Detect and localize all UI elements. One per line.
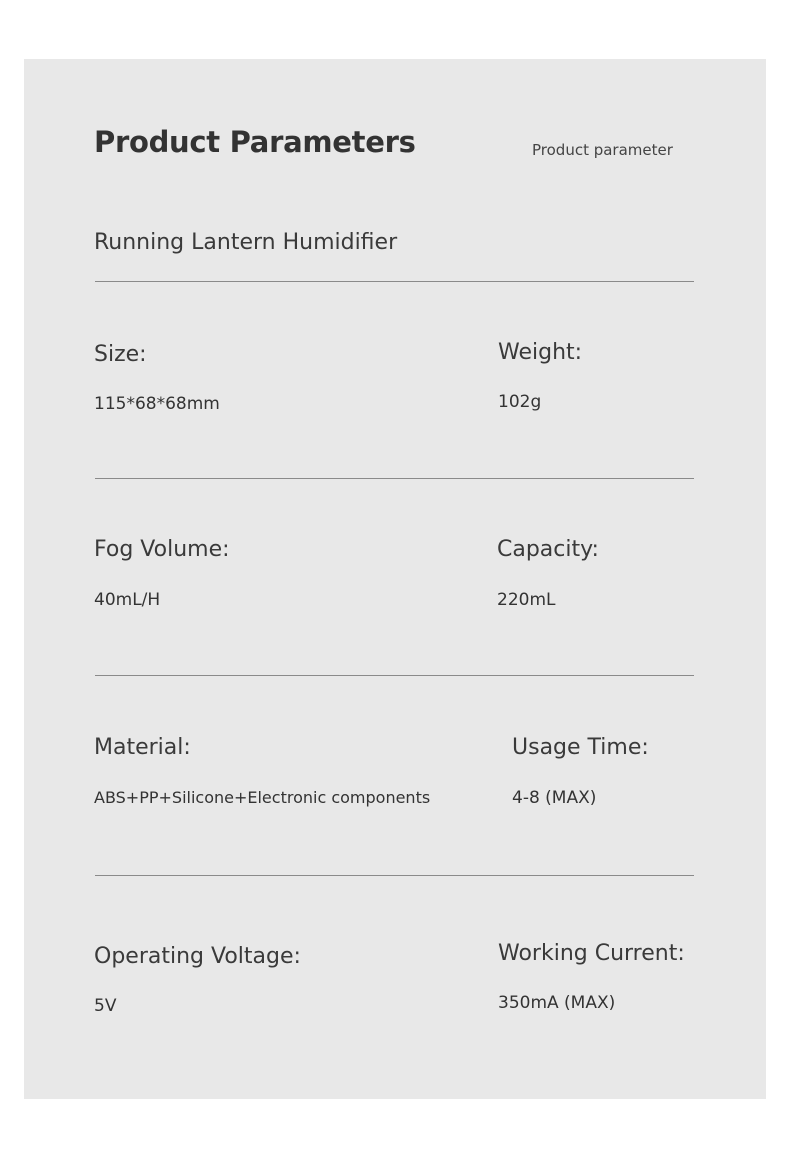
divider [95,281,694,282]
usage-time-label: Usage Time: [512,735,649,760]
material-label: Material: [94,735,191,760]
weight-value: 102g [498,392,542,412]
weight-label: Weight: [498,340,583,365]
fog-volume-label: Fog Volume: [94,537,230,562]
page-title: Product Parameters [94,125,416,159]
operating-voltage-value: 5V [94,996,117,1016]
product-name: Running Lantern Humidifier [94,230,398,255]
size-value: 115*68*68mm [94,394,220,414]
parameters-card [24,59,766,1099]
divider [95,478,694,479]
capacity-label: Capacity: [497,537,599,562]
operating-voltage-label: Operating Voltage: [94,944,301,969]
material-value: ABS+PP+Silicone+Electronic components [94,788,431,807]
size-label: Size: [94,342,147,367]
divider [95,875,694,876]
page-subtitle: Product parameter [532,141,673,159]
working-current-value: 350mA (MAX) [498,993,616,1013]
fog-volume-value: 40mL/H [94,590,161,610]
working-current-label: Working Current: [498,941,685,966]
divider [95,675,694,676]
capacity-value: 220mL [497,590,556,610]
usage-time-value: 4-8 (MAX) [512,788,597,808]
